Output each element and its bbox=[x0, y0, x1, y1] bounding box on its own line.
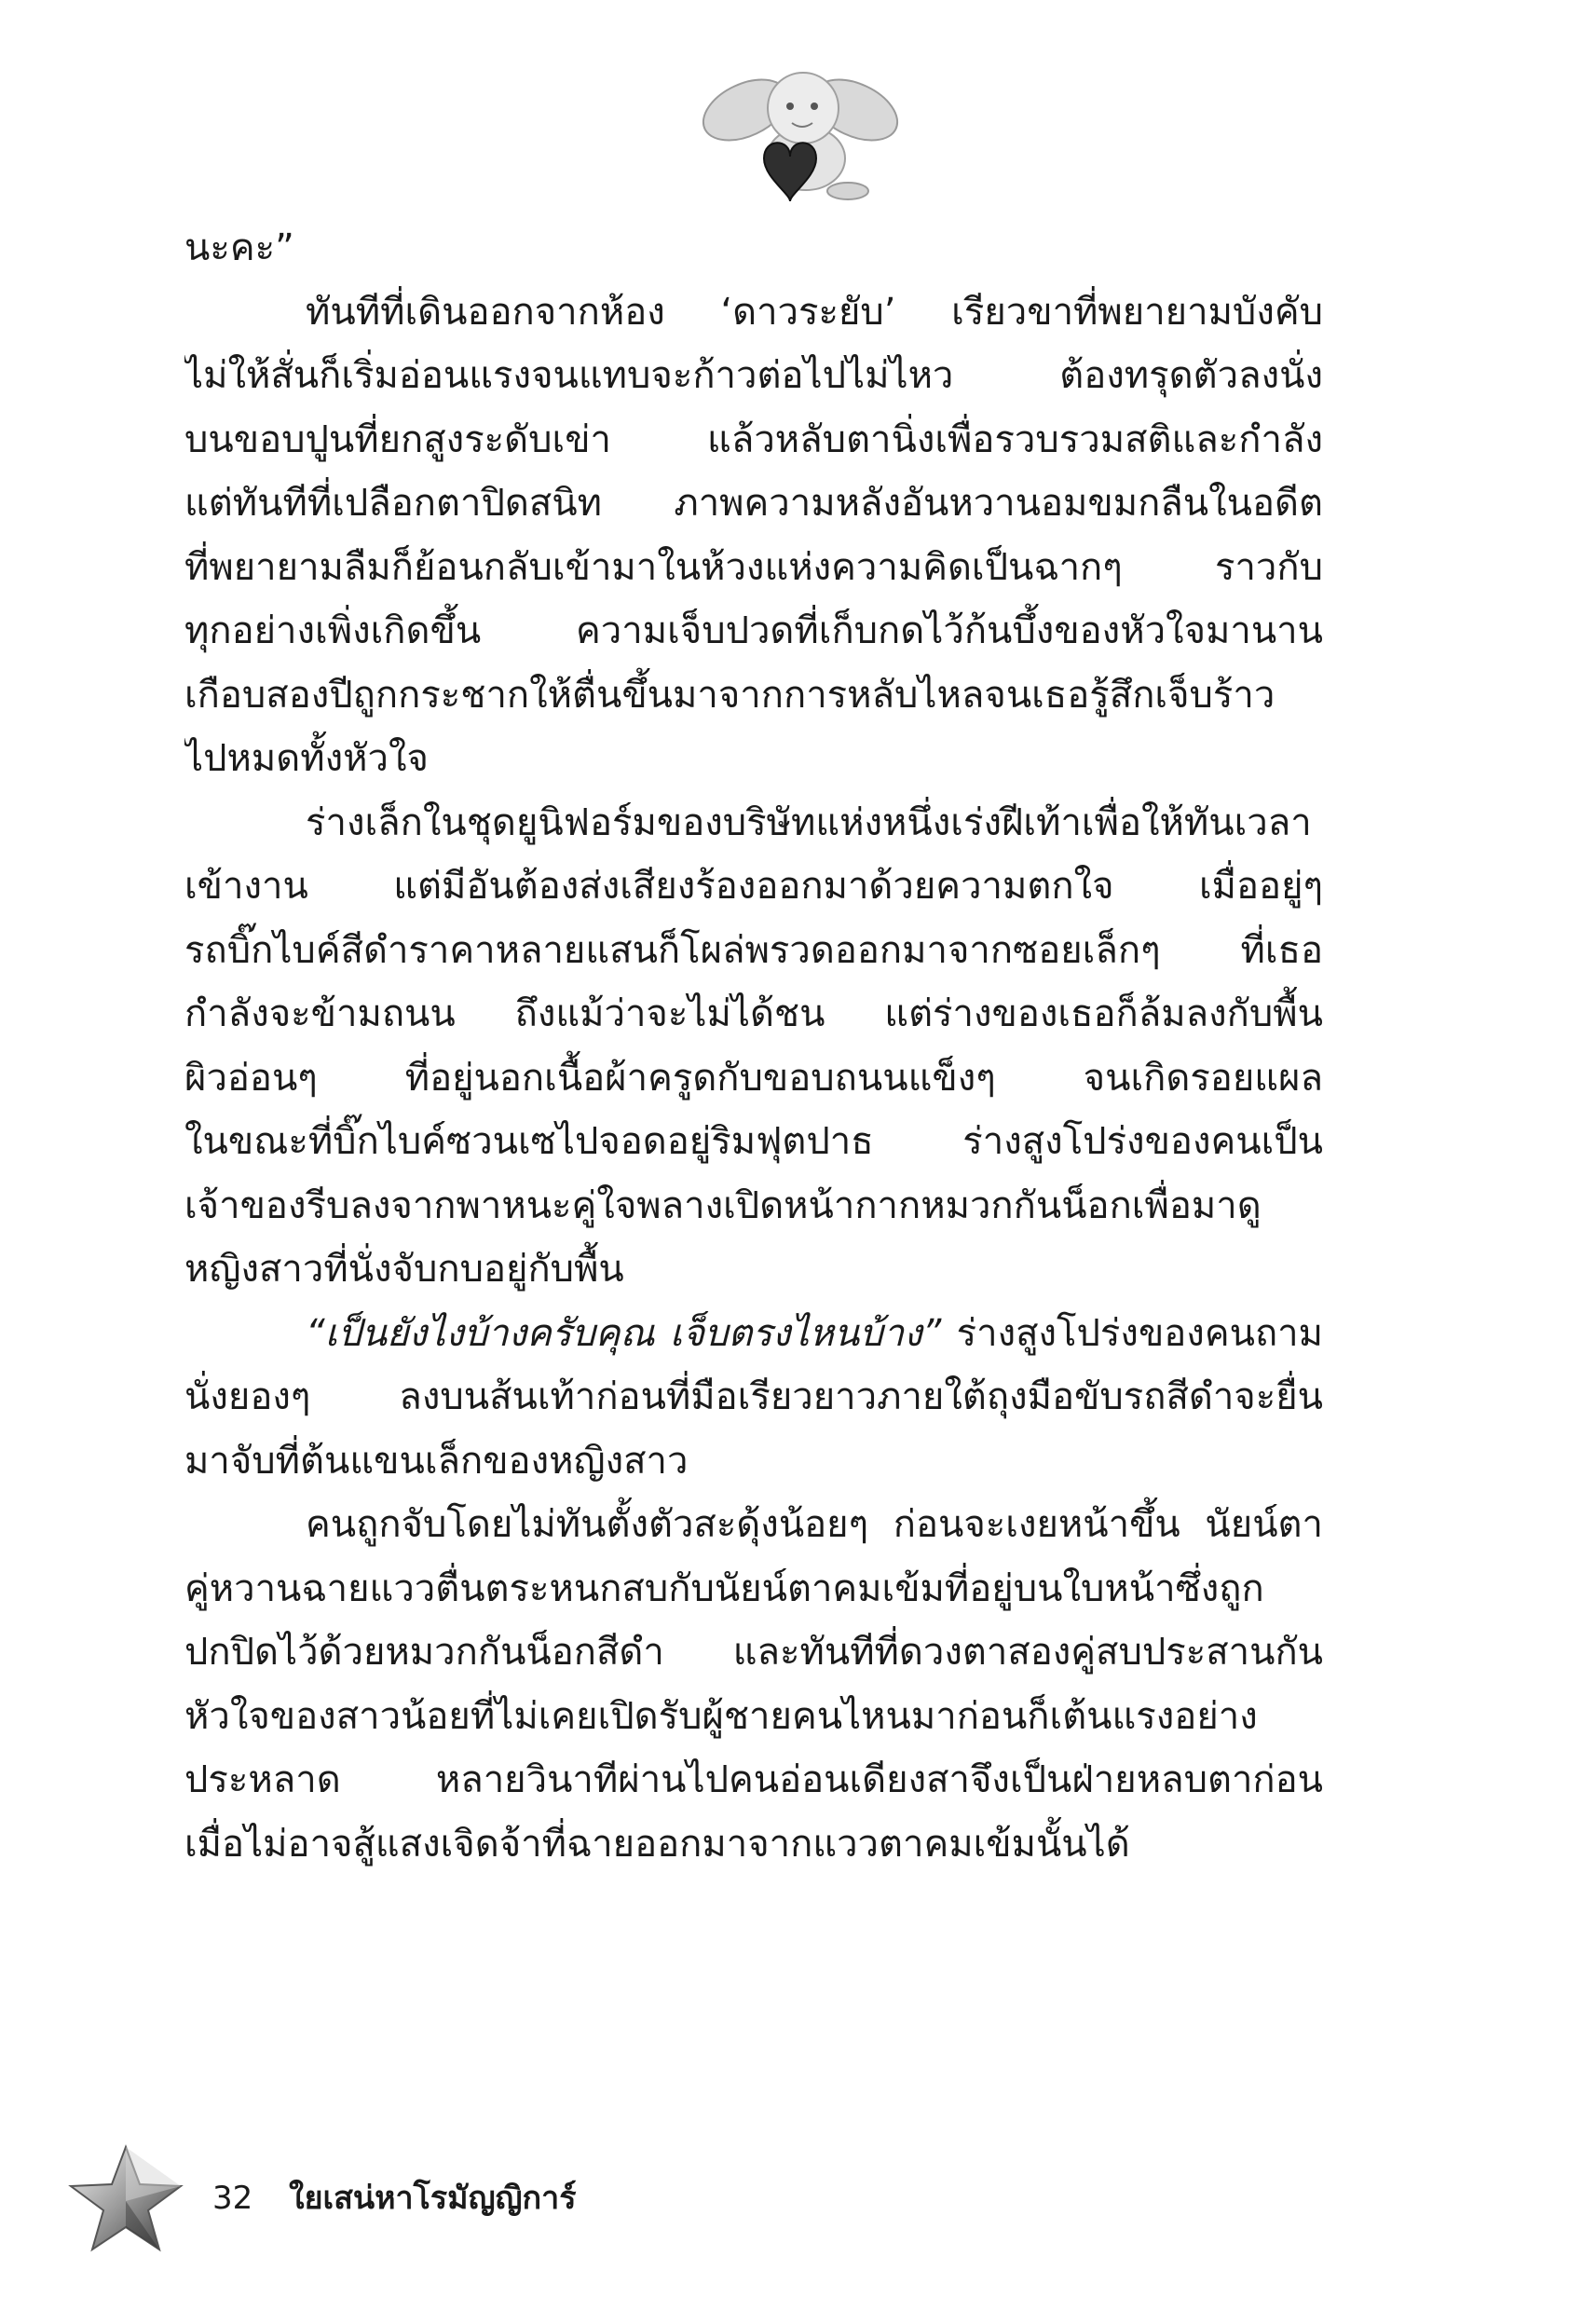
paragraph-line: ประหลาด หลายวินาทีผ่านไปคนอ่อนเดียงสาจึงเป็นฝ่ายหลบตาก่อน bbox=[184, 1758, 1323, 1801]
paragraph-line: ปกปิดไว้ด้วยหมวกกันน็อกสีดำ และทันทีที่ดวงตาสองคู่สบประสานกัน bbox=[184, 1631, 1323, 1674]
paragraph-line: หัวใจของสาวน้อยที่ไม่เคยเปิดรับผู้ชายคนไหนมาก่อนก็เต้นแรงอย่าง bbox=[184, 1694, 1258, 1738]
page-footer bbox=[65, 2143, 717, 2255]
paragraph-line: เจ้าของรีบลงจากพาหนะคู่ใจพลางเปิดหน้ากากหมวกกันน็อกเพื่อมาดู bbox=[184, 1183, 1262, 1227]
paragraph-line: ในขณะที่บิ๊กไบค์ซวนเซไปจอดอยู่ริมฟุตปาธ ร่างสูงโปร่งของคนเป็น bbox=[184, 1120, 1323, 1163]
silver-star-icon bbox=[65, 2143, 186, 2255]
paragraph-line: แต่ทันทีที่เปลือกตาปิดสนิท ภาพความหลังอันหวานอมขมกลืนในอดีต bbox=[184, 482, 1323, 525]
paragraph-line: ร่างเล็กในชุดยูนิฟอร์มของบริษัทแห่งหนึ่งเร่งฝีเท้าเพื่อให้ทันเวลา bbox=[306, 800, 1312, 844]
paragraph-line: ผิวอ่อนๆ ที่อยู่นอกเนื้อผ้าครูดกับขอบถนนแข็งๆ จนเกิดรอยแผล bbox=[184, 1056, 1323, 1100]
paragraph-line: ทุกอย่างเพิ่งเกิดขึ้น ความเจ็บปวดที่เก็บกดไว้ก้นบึ้งของหัวใจมานาน bbox=[184, 609, 1323, 652]
paragraph-line: ไปหมดทั้งหัวใจ bbox=[184, 737, 429, 780]
paragraph-line: มาจับที่ต้นแขนเล็กของหญิงสาว bbox=[184, 1439, 689, 1483]
paragraph-line: กำลังจะข้ามถนน ถึงแม้ว่าจะไม่ได้ชน แต่ร่างของเธอก็ล้มลงกับพื้น bbox=[184, 992, 1323, 1035]
paragraph-line: รถบิ๊กไบค์สีดำราคาหลายแสนก็โผล่พรวดออกมาจากซอยเล็กๆ ที่เธอ bbox=[184, 928, 1323, 972]
paragraph-line: บนขอบปูนที่ยกสูงระดับเข่า แล้วหลับตานิ่งเพื่อรวบรวมสติและกำลัง bbox=[184, 417, 1323, 461]
body-text bbox=[184, 216, 1323, 1876]
paragraph-line: นะคะ” bbox=[184, 226, 294, 269]
paragraph-line: ทันทีที่เดินออกจากห้อง ‘ดาวระยับ’ เรียวขาที่พยายามบังคับ bbox=[306, 290, 1323, 334]
paragraph-line bbox=[184, 1302, 1323, 1366]
page-number: 32 bbox=[212, 2180, 253, 2217]
paragraph-line: ไม่ให้สั่นก็เริ่มอ่อนแรงจนแทบจะก้าวต่อไปไม่ไหว ต้องทรุดตัวลงนั่ง bbox=[184, 354, 1323, 397]
paragraph-line: เกือบสองปีถูกกระชากให้ตื่นขึ้นมาจากการหลับไหลจนเธอรู้สึกเจ็บร้าว bbox=[184, 673, 1275, 717]
paragraph-line: นั่งยองๆ ลงบนส้นเท้าก่อนที่มือเรียวยาวภายใต้ถุงมือขับรถสีดำจะยื่น bbox=[184, 1375, 1323, 1418]
dialogue-narration: ร่างสูงโปร่งของคนถาม bbox=[941, 1311, 1323, 1355]
cupid-with-heart-icon bbox=[689, 56, 913, 205]
paragraph-line: ที่พยายามลืมก็ย้อนกลับเข้ามาในห้วงแห่งความคิดเป็นฉากๆ ราวกับ bbox=[184, 545, 1323, 589]
paragraph-line: คู่หวานฉายแววตื่นตระหนกสบกับนัยน์ตาคมเข้มที่อยู่บนใบหน้าซึ่งถูก bbox=[184, 1566, 1264, 1610]
dialogue-quote: “เป็นยังไงบ้างครับคุณ เจ็บตรงไหนบ้าง” bbox=[306, 1311, 942, 1355]
paragraph-line: เข้างาน แต่มีอันต้องส่งเสียงร้องออกมาด้วยความตกใจ เมื่ออยู่ๆ bbox=[184, 865, 1323, 908]
paragraph-line: คนถูกจับโดยไม่ทันตั้งตัวสะดุ้งน้อยๆ ก่อนจะเงยหน้าขึ้น นัยน์ตา bbox=[306, 1503, 1323, 1546]
paragraph-line: หญิงสาวที่นั่งจับกบอยู่กับพื้น bbox=[184, 1248, 624, 1291]
paragraph-line: เมื่อไม่อาจสู้แสงเจิดจ้าที่ฉายออกมาจากแววตาคมเข้มนั้นได้ bbox=[184, 1822, 1130, 1866]
book-title: ใยเสน่หาโรมัญญิการ์ bbox=[289, 2180, 577, 2217]
